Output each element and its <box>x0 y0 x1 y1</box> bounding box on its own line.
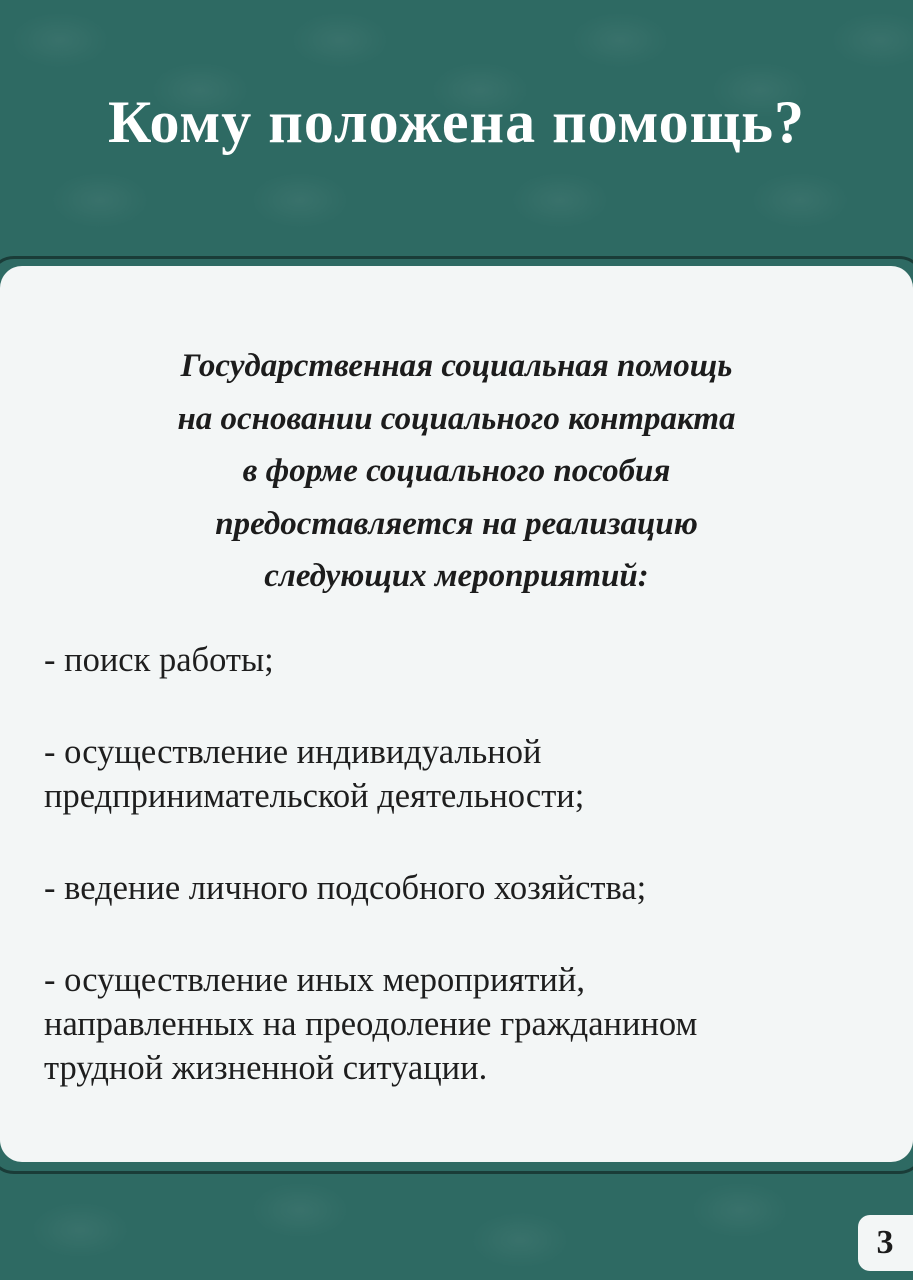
list-item-line: - осуществление иных мероприятий, <box>44 961 585 999</box>
lead-line: в форме социального пособия <box>242 453 671 489</box>
lead-paragraph <box>0 340 913 603</box>
list-item-line: трудной жизненной ситуации. <box>44 1049 488 1087</box>
list-item-household <box>44 866 894 910</box>
lead-line: следующих мероприятий: <box>264 558 649 594</box>
list-item-line: - осуществление индивидуальной <box>44 733 542 771</box>
list-item-line: - поиск работы; <box>44 641 274 679</box>
list-item-line: - ведение личного подсобного хозяйства; <box>44 869 647 907</box>
list-item-entrepreneurship <box>44 730 894 818</box>
list-item-line: направленных на преодоление гражданином <box>44 1005 698 1043</box>
list-item-other-measures <box>44 958 894 1090</box>
lead-line: предоставляется на реализацию <box>215 505 698 542</box>
list-item-job-search <box>44 638 894 682</box>
page-title: Кому положена помощь? <box>108 89 805 155</box>
lead-line: на основании социального контракта <box>177 400 736 437</box>
measures-list <box>44 638 894 1138</box>
page-number-badge: 3 <box>858 1215 913 1271</box>
lead-line: Государственная социальная помощь <box>180 348 733 384</box>
list-item-line: предпринимательской деятельности; <box>44 777 585 815</box>
